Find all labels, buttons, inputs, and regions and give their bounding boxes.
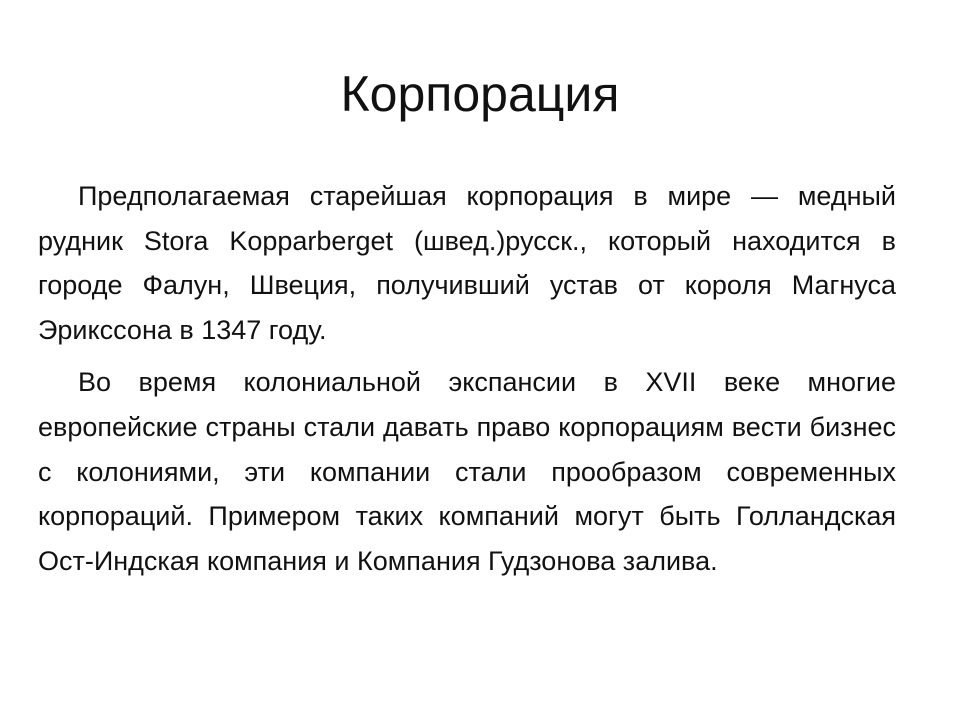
- slide-body: [38, 174, 896, 591]
- slide-title: Корпорация: [340, 66, 620, 122]
- body-paragraph-1: Предполагаемая старейшая корпорация в мире — медный рудник Stora Kopparberget (швед.)русск., который находится в городе Фалун, Швеция, получивший устав от короля Магнуса Эрикссона в 1347 году.: [38, 181, 896, 345]
- body-paragraph-2: Во время колониальной экспансии в XVII веке многие европейские страны стали давать право корпорациям вести бизнес с колониями, эти компании стали прообразом современных корпораций. Примером таких компаний могут быть Голландская Ост-Индская компания и Компания Гудзонова залива.: [38, 367, 896, 576]
